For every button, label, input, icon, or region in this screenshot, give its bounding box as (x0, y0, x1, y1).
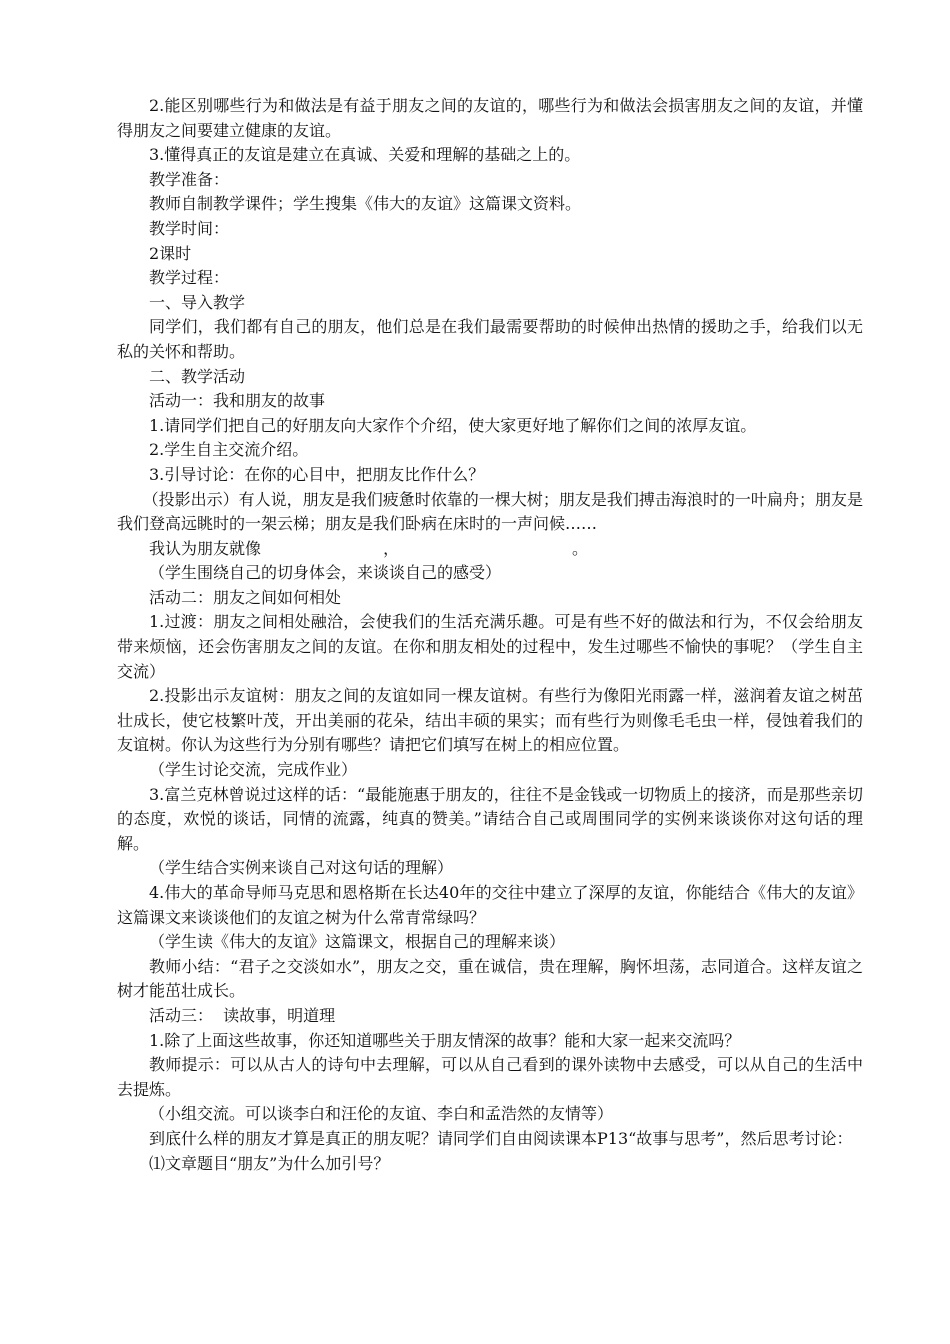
paragraph-preparation: 教师自制教学课件；学生搜集《伟大的友谊》这篇课文资料。 (149, 194, 582, 214)
activity-1-title: 活动一：我和朋友的故事 (149, 391, 326, 411)
activity-1-step-3: 3.引导讨论：在你的心目中，把朋友比作什么？ (149, 464, 485, 484)
section-activities: 二、教学活动 (149, 366, 246, 386)
reading-prompt: 到底什么样的朋友才算是真正的朋友呢？请同学们自由阅读课本P13“故事与思考”，然后思考讨论： (149, 1128, 853, 1148)
activity-2-note-3: （学生读《伟大的友谊》这篇课文，根据自己的理解来谈） (149, 932, 566, 952)
activity-2-step-1: 1.过渡：朋友之间相处融洽，会使我们的生活充满乐趣。可是有些不好的做法和行为，不仅会给朋友带来烦恼，还会伤害朋友之间的友谊。在你和朋友相处的过程中，发生过哪些不愉快的事呢？（学生自主交流） (117, 612, 863, 681)
paragraph-intro: 同学们，我们都有自己的朋友，他们总是在我们最需要帮助的时候伸出热情的援助之手，给我们以无私的关怀和帮助。 (117, 317, 863, 361)
heading-teaching-preparation: 教学准备： (149, 169, 230, 189)
activity-1-step-2: 2.学生自主交流介绍。 (149, 440, 309, 460)
activity-1-fill-in: 我认为朋友就像 ， 。 (149, 538, 588, 558)
heading-teaching-process: 教学过程： (149, 268, 230, 288)
activity-2-step-2: 2.投影出示友谊树：朋友之间的友谊如同一棵友谊树。有些行为像阳光雨露一样，滋润着友谊之树茁壮成长，使它枝繁叶茂，开出美丽的花朵，结出丰硕的果实；而有些行为则像毛毛虫一样，侵蚀着我们的友谊树。你认为这些行为分别有哪些？请把它们填写在树上的相应位置。 (117, 686, 863, 755)
activity-2-note-1: （学生讨论交流，完成作业） (149, 760, 358, 780)
activity-1-step-1: 1.请同学们把自己的好朋友向大家作个介绍，使大家更好地了解你们之间的浓厚友谊。 (149, 415, 757, 435)
section-intro: 一、导入教学 (149, 292, 246, 312)
activity-3-title: 活动三： 读故事，明道理 (149, 1005, 336, 1025)
teacher-hint: 教师提示：可以从古人的诗句中去理解，可以从自己看到的课外读物中去感受，可以从自己的生活中去提炼。 (117, 1055, 863, 1099)
activity-3-note: （小组交流。可以谈李白和汪伦的友谊、李白和孟浩然的友情等） (149, 1104, 614, 1124)
activity-1-projection: （投影出示）有人说，朋友是我们疲惫时依靠的一棵大树；朋友是我们搏击海浪时的一叶扁舟；朋友是我们登高远眺时的一架云梯；朋友是我们卧病在床时的一声问候…… (117, 489, 863, 534)
teacher-summary: 教师小结：“君子之交淡如水”，朋友之交，重在诚信，贵在理解，胸怀坦荡，志同道合。这样友谊之树才能茁壮成长。 (117, 956, 863, 1001)
activity-1-note: （学生围绕自己的切身体会，来谈谈自己的感受） (149, 563, 502, 583)
activity-2-note-2: （学生结合实例来谈自己对这句话的理解） (149, 858, 454, 878)
paragraph-time: 2课时 (149, 243, 192, 263)
discussion-question-1: ⑴文章题目“朋友”为什么加引号？ (149, 1153, 390, 1173)
paragraph-goal-2: 2.能区别哪些行为和做法是有益于朋友之间的友谊的，哪些行为和做法会损害朋友之间的友谊，并懂得朋友之间要建立健康的友谊。 (117, 96, 863, 140)
activity-2-step-3: 3.富兰克林曾说过这样的话：“最能施惠于朋友的，往往不是金钱或一切物质上的接济，而是那些亲切的态度，欢悦的谈话，同情的流露，纯真的赞美。”请结合自己或周围同学的实例来谈谈你对这句话的理解。 (117, 784, 863, 853)
paragraph-goal-3: 3.懂得真正的友谊是建立在真诚、关爱和理解的基础之上的。 (149, 145, 581, 165)
activity-2-title: 活动二：朋友之间如何相处 (149, 587, 342, 607)
document-body (117, 94, 863, 1176)
activity-2-step-4: 4.伟大的革命导师马克思和恩格斯在长达40年的交往中建立了深厚的友谊，你能结合《伟大的友谊》这篇课文来谈谈他们的友谊之树为什么常青常绿吗？ (117, 883, 863, 927)
heading-teaching-time: 教学时间： (149, 218, 230, 238)
activity-3-step-1: 1.除了上面这些故事，你还知道哪些关于朋友情深的故事？能和大家一起来交流吗？ (149, 1030, 741, 1050)
